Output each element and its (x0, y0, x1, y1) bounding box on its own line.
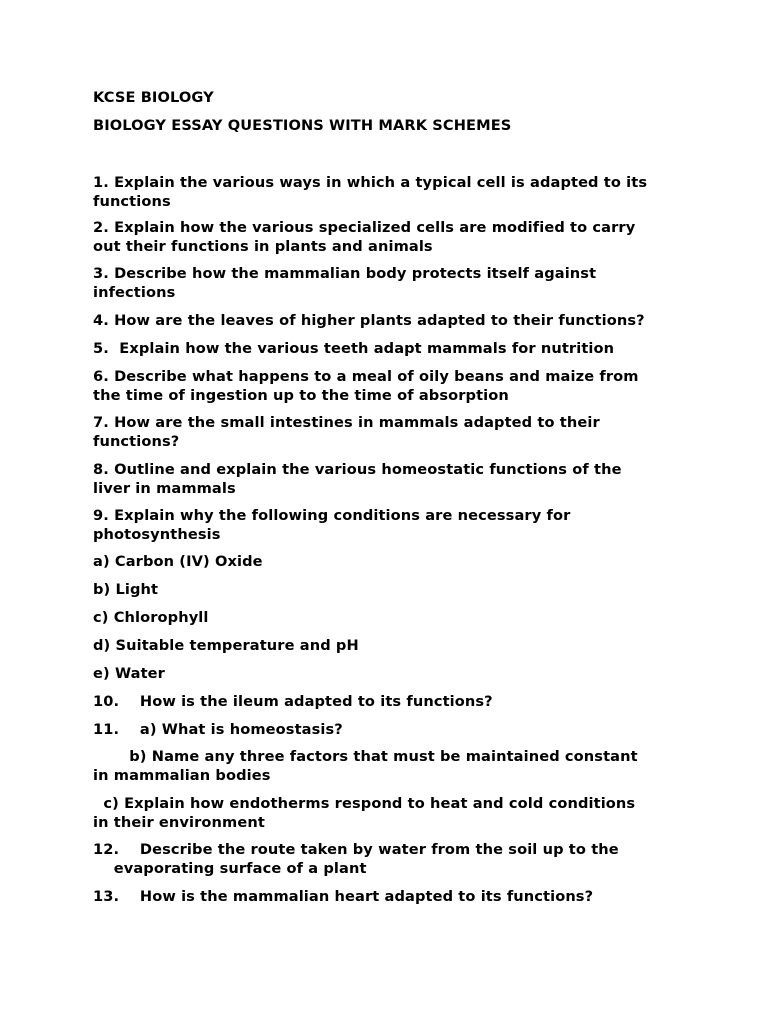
question-12 (93, 841, 619, 878)
question-9-item-d: d) Suitable temperature and pH (93, 637, 359, 654)
question-1 (93, 174, 647, 211)
question-9-item-e: e) Water (93, 665, 165, 682)
question-11b (93, 748, 638, 785)
question-7-line-2: functions? (93, 432, 180, 450)
question-2-line-2: out their functions in plants and animals (93, 237, 433, 255)
question-4: 4. How are the leaves of higher plants adapted to their functions? (93, 312, 645, 329)
question-9 (93, 507, 570, 544)
question-6-line-1: 6. Describe what happens to a meal of oily beans and maize from (93, 368, 639, 385)
question-1-line-1: 1. Explain the various ways in which a typical cell is adapted to its (93, 174, 648, 191)
question-3-line-1: 3. Describe how the mammalian body protects itself against (93, 265, 597, 282)
question-8-line-2: liver in mammals (93, 479, 236, 497)
question-11b-line-2: in mammalian bodies (93, 766, 271, 784)
question-11c-line-2: in their environment (93, 813, 265, 831)
question-7-line-1: 7. How are the small intestines in mammals adapted to their (93, 414, 600, 431)
question-11b-line-1: b) Name any three factors that must be maintained constant (93, 748, 638, 765)
question-7 (93, 414, 600, 451)
question-9-line-1: 9. Explain why the following conditions are necessary for (93, 507, 571, 524)
question-13: 13. How is the mammalian heart adapted to its functions? (93, 888, 594, 905)
question-9-item-a: a) Carbon (IV) Oxide (93, 553, 263, 570)
document-title: KCSE BIOLOGY (93, 89, 214, 106)
question-12-line-1: 12. Describe the route taken by water from the soil up to the (93, 841, 619, 858)
question-11c-line-1: c) Explain how endotherms respond to heat and cold conditions (93, 795, 636, 812)
question-6-line-2: the time of ingestion up to the time of absorption (93, 386, 509, 404)
question-11a: 11. a) What is homeostasis? (93, 721, 343, 738)
question-1-line-2: functions (93, 192, 171, 210)
question-8 (93, 461, 622, 498)
question-6 (93, 368, 639, 405)
document-subtitle: BIOLOGY ESSAY QUESTIONS WITH MARK SCHEMES (93, 117, 512, 134)
question-2-line-1: 2. Explain how the various specialized cells are modified to carry (93, 219, 636, 236)
question-5: 5. Explain how the various teeth adapt mammals for nutrition (93, 340, 615, 357)
question-11c (93, 795, 635, 832)
question-9-item-b: b) Light (93, 581, 159, 598)
question-9-line-2: photosynthesis (93, 525, 221, 543)
question-9-item-c: c) Chlorophyll (93, 609, 209, 626)
question-3-line-2: infections (93, 283, 176, 301)
question-10: 10. How is the ileum adapted to its functions? (93, 693, 493, 710)
question-2 (93, 219, 635, 256)
question-3 (93, 265, 596, 302)
question-12-line-2: evaporating surface of a plant (93, 859, 367, 877)
question-8-line-1: 8. Outline and explain the various homeostatic functions of the (93, 461, 622, 478)
